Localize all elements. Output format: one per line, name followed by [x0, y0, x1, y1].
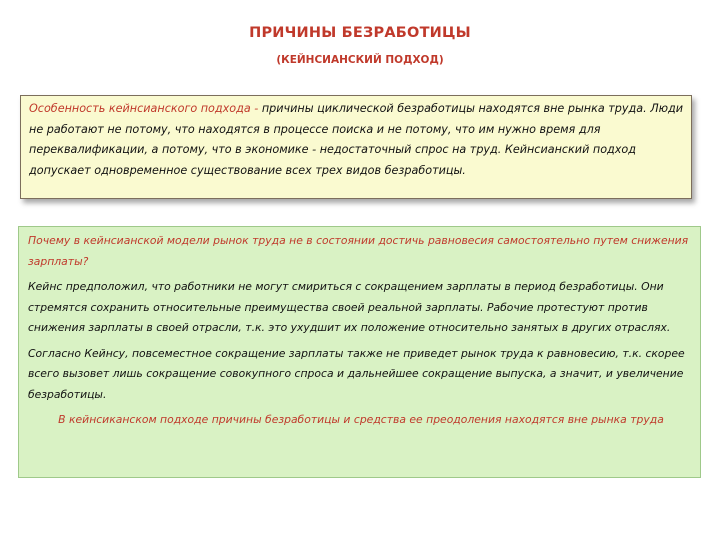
page-subtitle: (КЕЙНСИАНСКИЙ ПОДХОД) — [276, 54, 444, 66]
labor-market-box — [18, 226, 701, 478]
feature-text: причины циклической безработицы находятся вне рынка труда. Люди не работают не потому, что находятся в процессе поиска и не потому, что им нужно время для переквалификации, а потому, что в экономике - недостаточный спрос на труд. Кейнсианский подход допускает одновременное существование всех трех видов безработицы. — [29, 102, 684, 177]
question-text: Почему в кейнсианской модели рынок труда не в состоянии достичь равновесия самостоятельно путем снижения зарплаты? — [28, 234, 689, 268]
page-title: ПРИЧИНЫ БЕЗРАБОТИЦЫ — [249, 25, 471, 41]
feature-lead: Особенность кейнсианского подхода - — [29, 102, 259, 115]
keynesian-feature-box — [20, 95, 692, 199]
paragraph-keynes-assumption: Кейнс предположил, что работники не могут смириться с сокращением зарплаты в период безработицы. Они стремятся сохранить относительные преимущества своей реальной зарплаты. Рабочие протестуют против снижения зарплаты в своей отрасли, т.к. это ухудшит их положение относительно занятых в других отраслях. — [28, 280, 671, 334]
conclusion-text: В кейнсиканском подходе причины безработицы и средства ее преодоления находятся вне рынка труда — [58, 413, 664, 426]
paragraph-wage-cut: Согласно Кейнсу, повсеместное сокращение зарплаты также не приведет рынок труда к равновесию, т.к. скорее всего вызовет лишь сокращение совокупного спроса и дальнейшее сокращение выпуска, а значит, и увеличение безработицы. — [28, 346, 685, 401]
